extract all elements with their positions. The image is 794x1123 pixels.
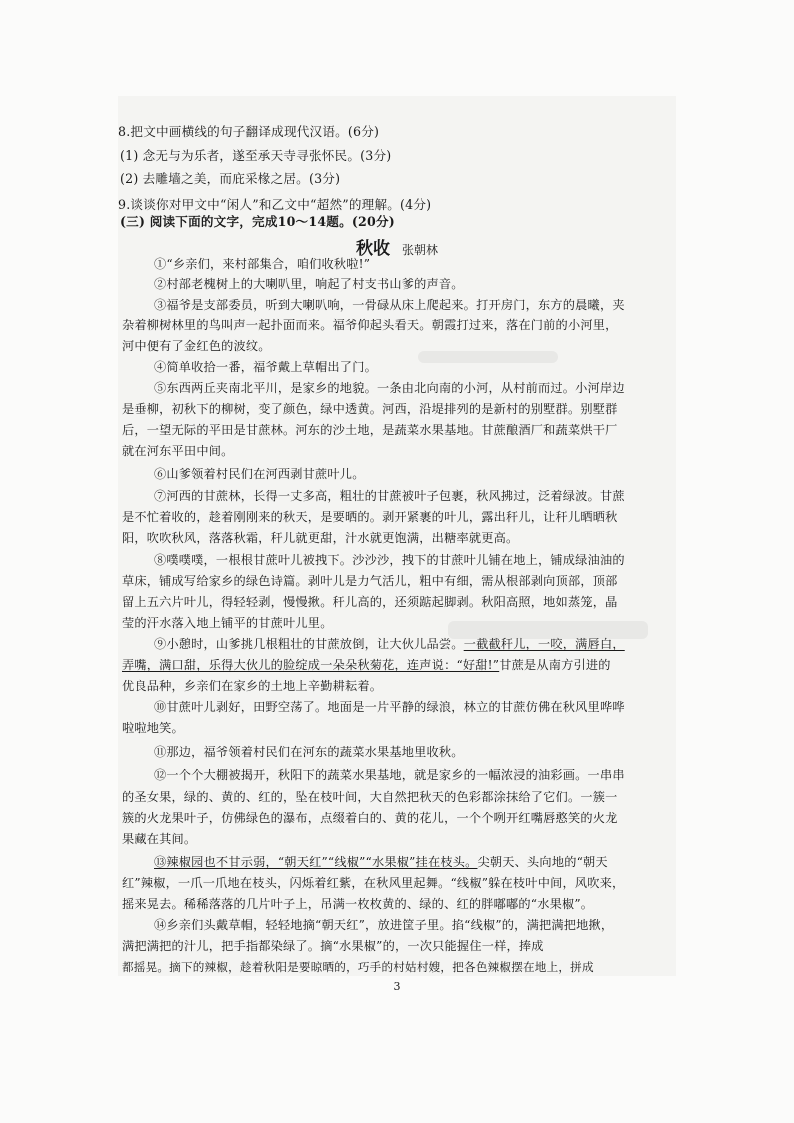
article-line: ⑥山爹领着村民们在河西剥甘蔗叶儿。 — [154, 467, 365, 481]
article-line: 是不忙着收的，趁着刚刚来的秋天，是要晒的。剥开紧裹的叶儿，露出秆儿，让秆儿晒晒秋 — [122, 510, 618, 524]
article-text: ⑨小憩时，山爹挑几根粗壮的甘蔗放倒，让大伙儿品尝。 — [154, 637, 464, 651]
article-line: ⑧噗噗噗，一根根甘蔗叶儿被拽下。沙沙沙，拽下的甘蔗叶儿铺在地上，铺成绿油油的 — [154, 553, 625, 567]
article-line: 红”辣椒，一爪一爪地在枝头，闪烁着红紫，在秋风里起舞。“线椒”躲在枝叶中间，风吹来， — [122, 876, 625, 890]
question-8: 8.把文中画横线的句子翻译成现代汉语。(6分) — [118, 124, 380, 139]
article-line: ⑤东西两丘夹南北平川，是家乡的地貌。一条由北向南的小河，从村前而过。小河岸边 — [154, 381, 625, 395]
article-text: 尖朝天、头向地的“朝天 — [477, 855, 608, 869]
article-line: 果藏在其间。 — [122, 832, 197, 846]
article-line: 留上五六片叶儿，得轻轻剥，慢慢揪。秆儿高的，还须踮起脚剥。秋阳高照，地如蒸笼，晶 — [122, 595, 618, 609]
article-line: ②村部老槐树上的大喇叭里，响起了村支书山爹的声音。 — [154, 277, 464, 291]
article-line: 河中便有了金红色的波纹。 — [122, 339, 271, 353]
article-paragraph-13-line-1 — [154, 854, 712, 870]
article-line: 满把满把的汁儿，把手指都染绿了。摘“水果椒”的，一次只能握住一样，捧成 — [122, 939, 544, 953]
article-line: 是垂柳，初秋下的柳树，变了颜色，绿中透黄。河西，沿堤排列的是新村的别墅群。别墅群 — [122, 402, 618, 416]
article-line: 就在河东平田中间。 — [122, 444, 234, 458]
paper-sheet — [118, 96, 676, 976]
article-line: 阳，吹吹秋风，落落秋霜，秆儿就更甜，汁水就更饱满，出糖率就更高。 — [122, 531, 519, 545]
article-paragraph-9-line-2 — [122, 657, 680, 673]
article-line: ⑦河西的甘蔗林，长得一丈多高，粗壮的甘蔗被叶子包裹，秋风拂过，泛着绿波。甘蔗 — [154, 489, 625, 503]
article-line: ③福爷是支部委员，听到大喇叭响，一骨碌从床上爬起来。打开房门，东方的晨曦，夹 — [154, 298, 625, 312]
article-line: 杂着柳树林里的鸟叫声一起扑面而来。福爷仰起头看天。朝霞打过来，落在门前的小河里， — [122, 318, 618, 332]
article-line: ⑫一个个大棚被揭开，秋阳下的蔬菜水果基地，就是家乡的一幅浓浸的油彩画。一串串 — [154, 768, 625, 782]
article-line: ⑩甘蔗叶儿剥好，田野空荡了。地面是一片平静的绿浪，林立的甘蔗仿佛在秋风里哗哗 — [154, 700, 625, 714]
underlined-sentence: 一截截秆儿，一咬，满唇白， — [463, 637, 625, 651]
article-line: ⑪那边，福爷领着村民们在河东的蔬菜水果基地里收秋。 — [154, 745, 464, 759]
article-line: 的圣女果，绿的、黄的、红的，坠在枝叶间，大自然把秋天的色彩都涂抹给了它们。一簇一 — [122, 790, 618, 804]
article-line: ①“乡亲们，来村部集合，咱们收秋啦!” — [154, 257, 371, 271]
article-paragraph-9-line-1 — [154, 636, 712, 652]
article-title-text: 秋收 — [355, 239, 390, 259]
article-line: 后，一望无际的平田是甘蔗林。河东的沙土地，是蔬菜水果基地。甘蔗酿酒厂和蔬菜烘干厂 — [122, 423, 618, 437]
question-8-part-2: (2) 去雕墙之美，而庇采椽之居。(3分) — [120, 171, 341, 186]
article-author: 张朝林 — [401, 243, 438, 257]
article-line: ⑭乡亲们头戴草帽，轻轻地摘“朝天红”，放进筐子里。掐“线椒”的，满把满把地揪， — [154, 918, 614, 932]
article-paragraph-9-line-3: 优良品种，乡亲们在家乡的土地上辛勤耕耘着。 — [122, 679, 383, 693]
article-line: 簇的火龙果叶子，仿佛绿色的瀑布，点缀着白的、黄的花儿，一个个咧开红嘴唇憨笑的火龙 — [122, 811, 618, 825]
article-line: 草床，铺成写给家乡的绿色诗篇。剥叶儿是力气活儿，粗中有细，需从根部剥向顶部，顶部 — [122, 574, 618, 588]
article-line: 啦啦地笑。 — [122, 721, 184, 735]
article-line: 摇来晃去。稀稀落落的几片叶子上，吊满一枚枚黄的、绿的、红的胖嘟嘟的“水果椒”。 — [122, 897, 594, 911]
article-line: 都摇晃。摘下的辣椒，趁着秋阳是要晾晒的，巧手的村姑村嫂，把各色辣椒摆在地上，拼成 — [122, 960, 594, 974]
article-line: ④简单收拾一番，福爷戴上草帽出了门。 — [154, 360, 377, 374]
article-line: 莹的汗水落入地上铺平的甘蔗叶儿里。 — [122, 616, 333, 630]
page-number: 3 — [393, 980, 401, 993]
article-text: 甘蔗是从南方引进的 — [499, 658, 611, 672]
underlined-sentence: 弄嘴，满口甜，乐得大伙儿的脸绽成一朵朵秋菊花，连声说：“好甜!” — [122, 658, 500, 672]
section-3-heading: (三) 阅读下面的文字，完成10～14题。(20分) — [120, 214, 395, 229]
question-9: 9.谈谈你对甲文中“闲人”和乙文中“超然”的理解。(4分) — [118, 197, 432, 212]
underlined-sentence: ⑬辣椒园也不甘示弱，“朝天红”“线椒”“水果椒”挂在枝头。 — [154, 855, 478, 869]
question-8-part-1: (1) 念无与为乐者，遂至承天寺寻张怀民。(3分) — [120, 148, 392, 163]
